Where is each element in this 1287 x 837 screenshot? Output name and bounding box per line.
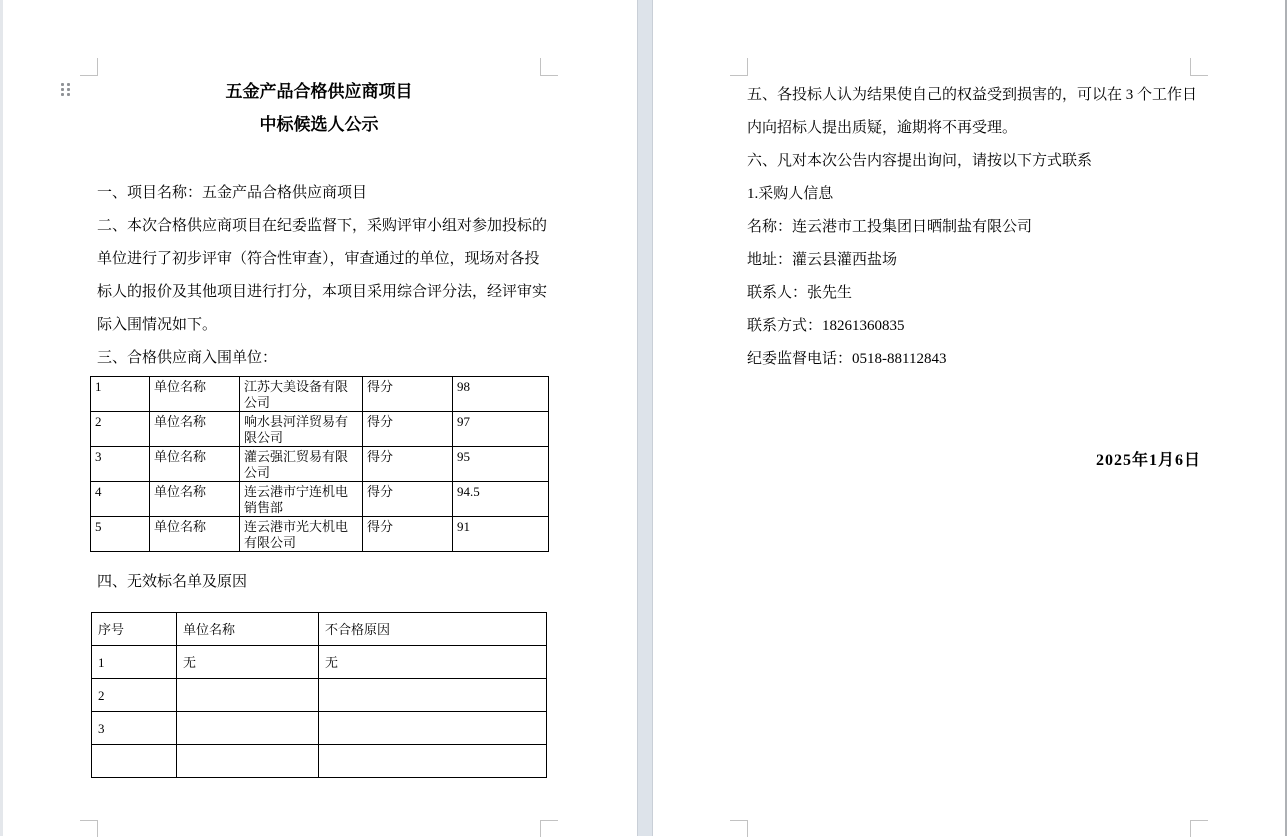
table-row [92, 679, 547, 712]
label-cell: 单位名称 [150, 517, 240, 552]
cell: 无 [177, 646, 319, 679]
table-row [91, 412, 549, 447]
label-cell: 得分 [363, 517, 453, 552]
cell: 3 [92, 712, 177, 745]
paragraph-line: 二、本次合格供应商项目在纪委监督下，采购评审小组对参加投标的 [97, 218, 548, 234]
paragraph-line: 标人的报价及其他项目进行打分，本项目采用综合评分法，经评审实 [97, 284, 548, 300]
paragraph-line: 纪委监督电话：0518-88112843 [747, 351, 947, 367]
paragraph-line: 一、项目名称：五金产品合格供应商项目 [97, 185, 368, 201]
score-cell: 95 [453, 447, 549, 482]
paragraph-line: 际入围情况如下。 [97, 317, 218, 333]
cell: 1 [92, 646, 177, 679]
paragraph-line: 五、各投标人认为结果使自己的权益受到损害的，可以在 3 个工作日 [747, 87, 1198, 103]
table-row [91, 377, 549, 412]
score-cell: 94.5 [453, 482, 549, 517]
company-cell: 连云港市光大机电有限公司 [240, 517, 363, 552]
cell: 2 [92, 679, 177, 712]
invalid-bids-table [91, 612, 547, 778]
label-cell: 得分 [363, 482, 453, 517]
document-title: 五金产品合格供应商项目 [225, 82, 413, 101]
document-date: 2025年1月6日 [1095, 452, 1201, 469]
cell [177, 745, 319, 778]
table-row [91, 517, 549, 552]
paragraph-line: 单位进行了初步评审（符合性审查），审查通过的单位，现场对各投 [97, 251, 540, 267]
rank-cell: 2 [91, 412, 150, 447]
cell [319, 679, 547, 712]
table-header-row [92, 613, 547, 646]
crop-mark-top-right [1190, 58, 1208, 76]
page-gutter [637, 0, 653, 836]
cell [177, 679, 319, 712]
crop-mark-top-left [730, 58, 748, 76]
company-cell: 响水县河洋贸易有限公司 [240, 412, 363, 447]
crop-mark-bottom-right [540, 820, 558, 837]
company-cell: 灌云强汇贸易有限公司 [240, 447, 363, 482]
paragraph-line: 地址：灌云县灌西盐场 [747, 252, 898, 268]
cell [177, 712, 319, 745]
score-cell: 97 [453, 412, 549, 447]
document-page-2[interactable] [653, 0, 1285, 836]
table-row [91, 447, 549, 482]
cell [92, 745, 177, 778]
score-cell: 91 [453, 517, 549, 552]
label-cell: 单位名称 [150, 447, 240, 482]
label-cell: 单位名称 [150, 377, 240, 412]
rank-cell: 5 [91, 517, 150, 552]
score-cell: 98 [453, 377, 549, 412]
company-cell: 江苏大美设备有限公司 [240, 377, 363, 412]
crop-mark-bottom-left [80, 820, 98, 837]
label-cell: 得分 [363, 377, 453, 412]
paragraph-line: 内向招标人提出质疑，逾期将不再受理。 [747, 120, 1018, 136]
qualified-suppliers-table [90, 376, 549, 552]
table-row [92, 745, 547, 778]
rank-cell: 1 [91, 377, 150, 412]
document-subtitle: 中标候选人公示 [259, 115, 379, 134]
crop-mark-bottom-left [730, 820, 748, 837]
paragraph-line: 联系人：张先生 [747, 285, 853, 301]
header-cell: 序号 [92, 613, 177, 646]
cell [319, 712, 547, 745]
label-cell: 得分 [363, 447, 453, 482]
label-cell: 单位名称 [150, 412, 240, 447]
paragraph-line: 联系方式：18261360835 [747, 318, 905, 334]
table-row [91, 482, 549, 517]
page2-body-text [747, 79, 1199, 376]
table-row [92, 712, 547, 745]
crop-mark-top-right [540, 58, 558, 76]
rank-cell: 3 [91, 447, 150, 482]
invalid-bids-heading: 四、无效标名单及原因 [97, 574, 248, 590]
table-row [92, 646, 547, 679]
cell: 无 [319, 646, 547, 679]
cell [319, 745, 547, 778]
crop-mark-bottom-right [1190, 820, 1208, 837]
paragraph-line: 名称：连云港市工投集团日晒制盐有限公司 [747, 219, 1033, 235]
page1-body-text [97, 177, 547, 375]
drag-handle-icon[interactable] [61, 83, 71, 98]
header-cell: 单位名称 [177, 613, 319, 646]
paragraph-line: 三、合格供应商入围单位： [97, 350, 278, 366]
rank-cell: 4 [91, 482, 150, 517]
company-cell: 连云港市宁连机电销售部 [240, 482, 363, 517]
crop-mark-top-left [80, 58, 98, 76]
document-page-1[interactable] [3, 0, 637, 836]
label-cell: 单位名称 [150, 482, 240, 517]
paragraph-line: 六、凡对本次公告内容提出询问，请按以下方式联系 [747, 153, 1093, 169]
label-cell: 得分 [363, 412, 453, 447]
header-cell: 不合格原因 [319, 613, 547, 646]
paragraph-line: 1.采购人信息 [747, 186, 834, 202]
